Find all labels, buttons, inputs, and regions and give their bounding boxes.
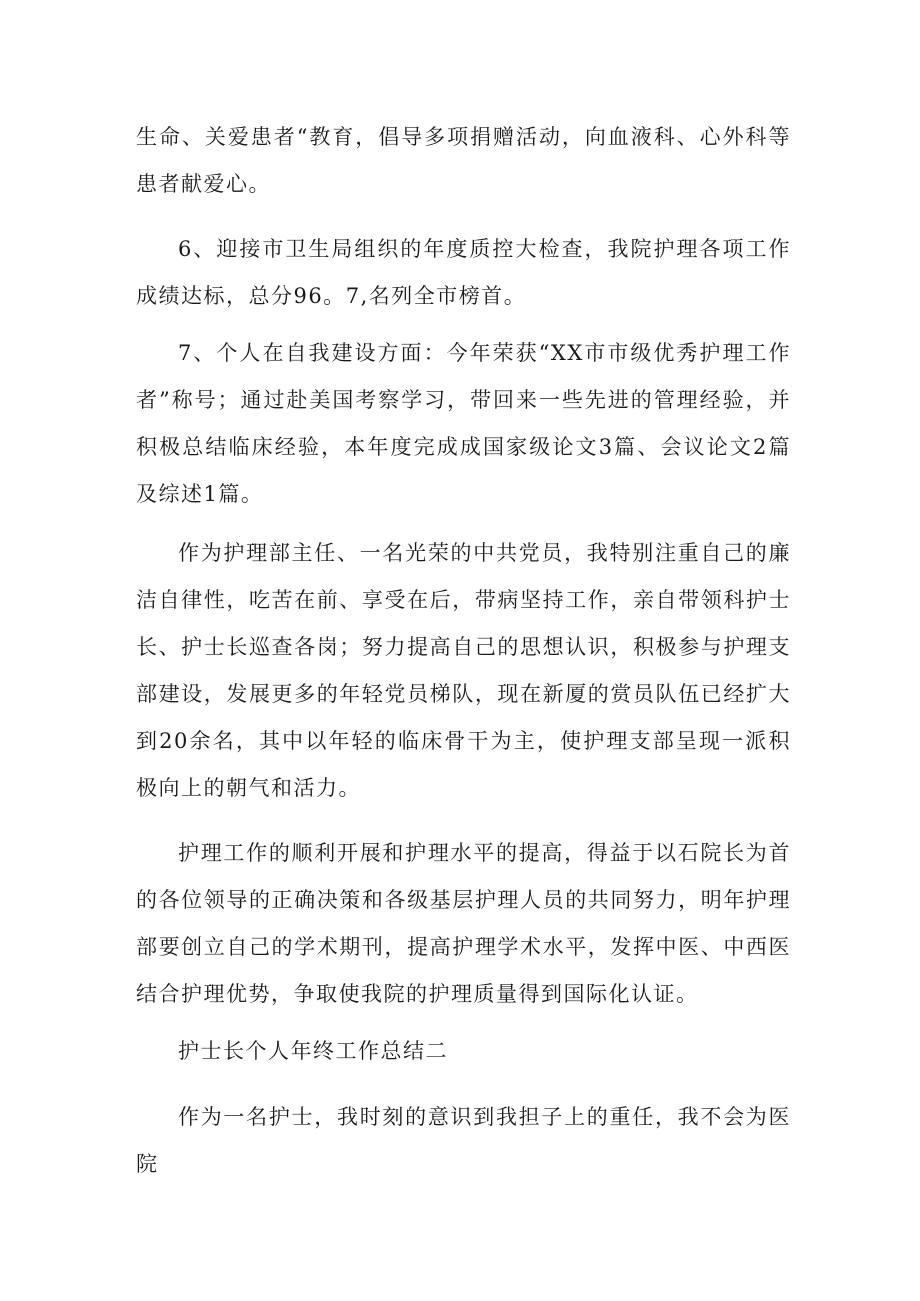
paragraph-acknowledgement: 护理工作的顺利开展和护理水平的提高，得益于以石院长为首的各位领导的正确决策和各级基层护理人员的共同努力，明年护理部要创立自己的学术期刊，提高护理学术水平，发挥中医、中西医结合护理优势，争取使我院的护理质量得到国际化认证。	[136, 841, 791, 1006]
paragraph-item-6: 6、迎接市卫生局组织的年度质控大检查，我院护理各项工作成绩达标，总分96。7,名列全市榜首。	[136, 237, 791, 308]
section-heading: 护士长个人年终工作总结二	[178, 1039, 448, 1063]
paragraph-item-7: 7、个人在自我建设方面：今年荣获“XX市市级优秀护理工作者”称号；通过赴美国考察学习，带回来一些先进的管理经验，并积极总结临床经验，本年度完成成国家级论文3篇、会议论文2篇及综述1篇。	[136, 341, 791, 506]
paragraph-closing: 作为一名护士，我时刻的意识到我担子上的重任，我不会为医院	[136, 1105, 791, 1176]
paragraph-party-member: 作为护理部主任、一名光荣的中共党员，我特别注重自己的廉洁自律性，吃苦在前、享受在后，带病坚持工作，亲自带领科护士长、护士长巡查各岗；努力提高自己的思想认识，积极参与护理支部建设，发展更多的年轻党员梯队，现在新厦的赏员队伍已经扩大到20余名，其中以年轻的临床骨干为主，使护理支部呈现一派积极向上的朝气和活力。	[136, 541, 791, 800]
paragraph-continuation: 生命、关爱患者“教育，倡导多项捐赠活动，向血液科、心外科等患者献爱心。	[136, 125, 791, 196]
